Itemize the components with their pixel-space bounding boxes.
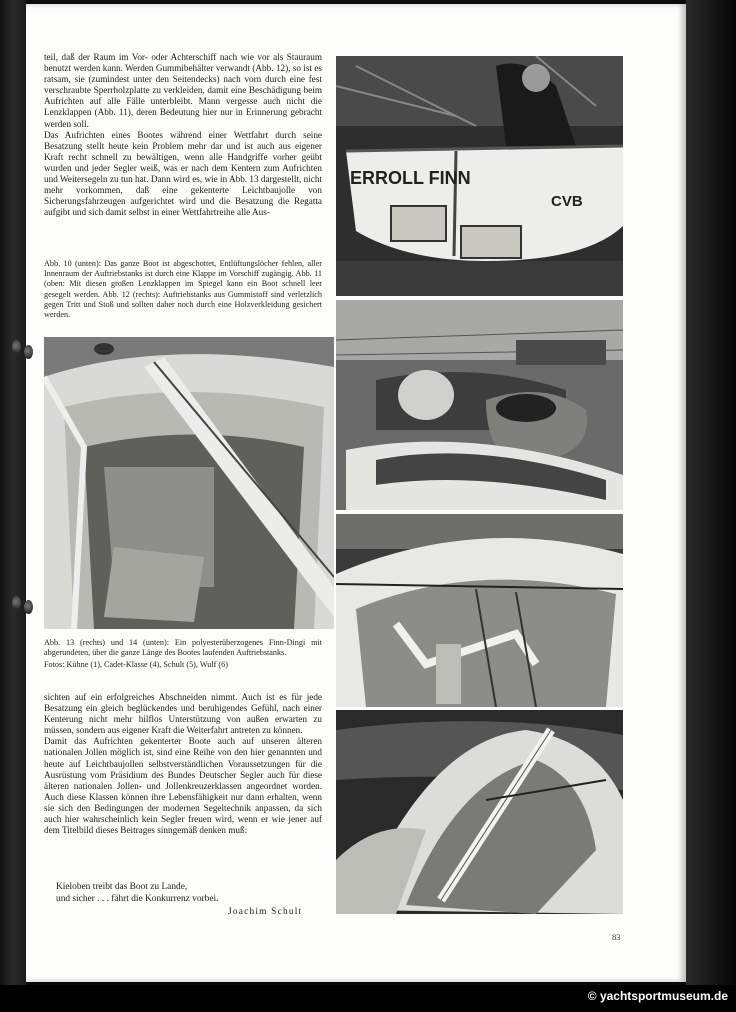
- photo-credits: Fotos: Kühne (1), Cadet-Klasse (4), Schult (5), Wulf (6): [44, 660, 228, 670]
- author-signature: Joachim Schult: [228, 907, 303, 917]
- photo-foredeck-buoyancy-tanks: [336, 514, 623, 707]
- binder-hole-icon: [12, 596, 21, 610]
- binder-hole-icon: [24, 600, 33, 614]
- photo-dinghy-from-bow: [336, 710, 623, 914]
- copyright-notice: © yachtsportmuseum.de: [587, 989, 728, 1003]
- paragraph: Das Aufrichten eines Bootes während einer Wettfahrt durch seine Besatzung stellt heute kein Problem mehr dar und ist auch aus eigener Kraft recht schnell zu bewältigen, wenn alle Handgriffe vorher geübt wurden und jeder Segler weiß, was er nach dem Kentern zum Aufrichten und Weitersegeln zu tun hat. Dann wird es, wie in Abb. 13 dargestellt, nicht mehr vorkommen, daß eine gekenterte Leichtbaujolle von Sicherungsfahrzeugen aufgerichtet wird und die Besatzung die Regatta aufgibt und sich damit selbst in einer Wettfahrtreihe alle Aus-: [44, 129, 322, 218]
- caption-text: Abb. 13 (rechts) und 14 (unten): Ein polyesterüberzogenes Finn-Dingi mit abgerundeten, über die ganze Länge des Bootes laufenden Auftriebstanks.: [44, 638, 322, 658]
- photo-finn-dinghy-interior: [44, 337, 334, 629]
- photo-transom-bailers: [336, 56, 623, 296]
- article-text-top: [44, 52, 322, 218]
- paragraph: sichten auf ein erfolgreiches Abschneiden nimmt. Auch ist es für jede Besatzung ein gleich beglückendes und beruhigendes Gefühl, nach einer Kenterung nicht mehr hilflos Unterstützung von außen erwarten zu müssen, sondern aus eigener Kraft die Weiterfahrt antreten zu können.: [44, 692, 322, 736]
- binder-hole-icon: [12, 340, 21, 354]
- figure-caption-10-12: [44, 259, 322, 320]
- transom-sail-code: CVB: [551, 193, 583, 210]
- photo-rubber-buoyancy-bags: [336, 300, 623, 510]
- verse-line: Kieloben treibt das Boot zu Lande,: [56, 882, 188, 892]
- verse-line: und sicher . . . fährt die Konkurrenz vorbei.: [56, 893, 219, 904]
- scan-right-edge: [686, 0, 736, 985]
- scan-left-edge: [0, 0, 26, 985]
- paragraph: teil, daß der Raum im Vor- oder Achterschiff nach wie vor als Stauraum benutzt werden kann. Werden Gummibehälter verwandt (Abb. 12), so ist es ratsam, sie (zumindest unter den Seitendecks) nach vorn durch eine fest verschraubte Sperrholzplatte zu verkleiden, damit eine Beschädigung beim Aufrichten auf alle Fälle unterbleibt. Mann vergesse auch nicht die Lenzklappen (Abb. 11), deren Bedeutung hier nur in Erinnerung gebracht werden soll.: [44, 52, 322, 129]
- closing-verse: [56, 882, 218, 905]
- binder-hole-icon: [24, 345, 33, 359]
- caption-text: Abb. 10 (unten): Das ganze Boot ist abgeschottet, Entlüftungslöcher fehlen, aller Innenraum der Auftriebstanks ist durch eine Klappe im Vorschiff zugängig. Abb. 11 (oben: Mit diesen großen Lenzklappen im Spiegel kann ein Boot schnell leer gesegelt werden. Abb. 12 (rechts): Auftriebstanks aus Gummistoff sind verletzlich gegen Tritt und Stoß und sollten daher noch durch eine Holzverkleidung gesichert werden.: [44, 259, 322, 320]
- article-text-bottom: [44, 692, 322, 836]
- figure-caption-13-14: [44, 638, 322, 671]
- paragraph: Damit das Aufrichten gekenterter Boote auch auf unseren älteren nationalen Jollen möglich ist, sind eine Reihe von den hier genannten und heute auf Leichtbaujollen selbstverständlichen Voraussetzungen für die Ausrüstung vom Präsidium des Bundes Deutscher Segler auch für diese älteren nationalen Jollen- und Jollenkreuzerklassen angeordnet worden. Auch diese Klassen können ihre Lebensfähigkeit nur dann erhalten, wenn sie sich den Bedingungen der modernen Segeltechnik anpassen, da sich auch hier wahrscheinlich kein Segler freuen wird, wenn er wie jener auf dem Titelbild dieses Beitrages sinngemäß denken muß:: [44, 736, 322, 836]
- page-number: 83: [612, 932, 621, 942]
- transom-boat-name: ERROLL FINN: [350, 168, 471, 188]
